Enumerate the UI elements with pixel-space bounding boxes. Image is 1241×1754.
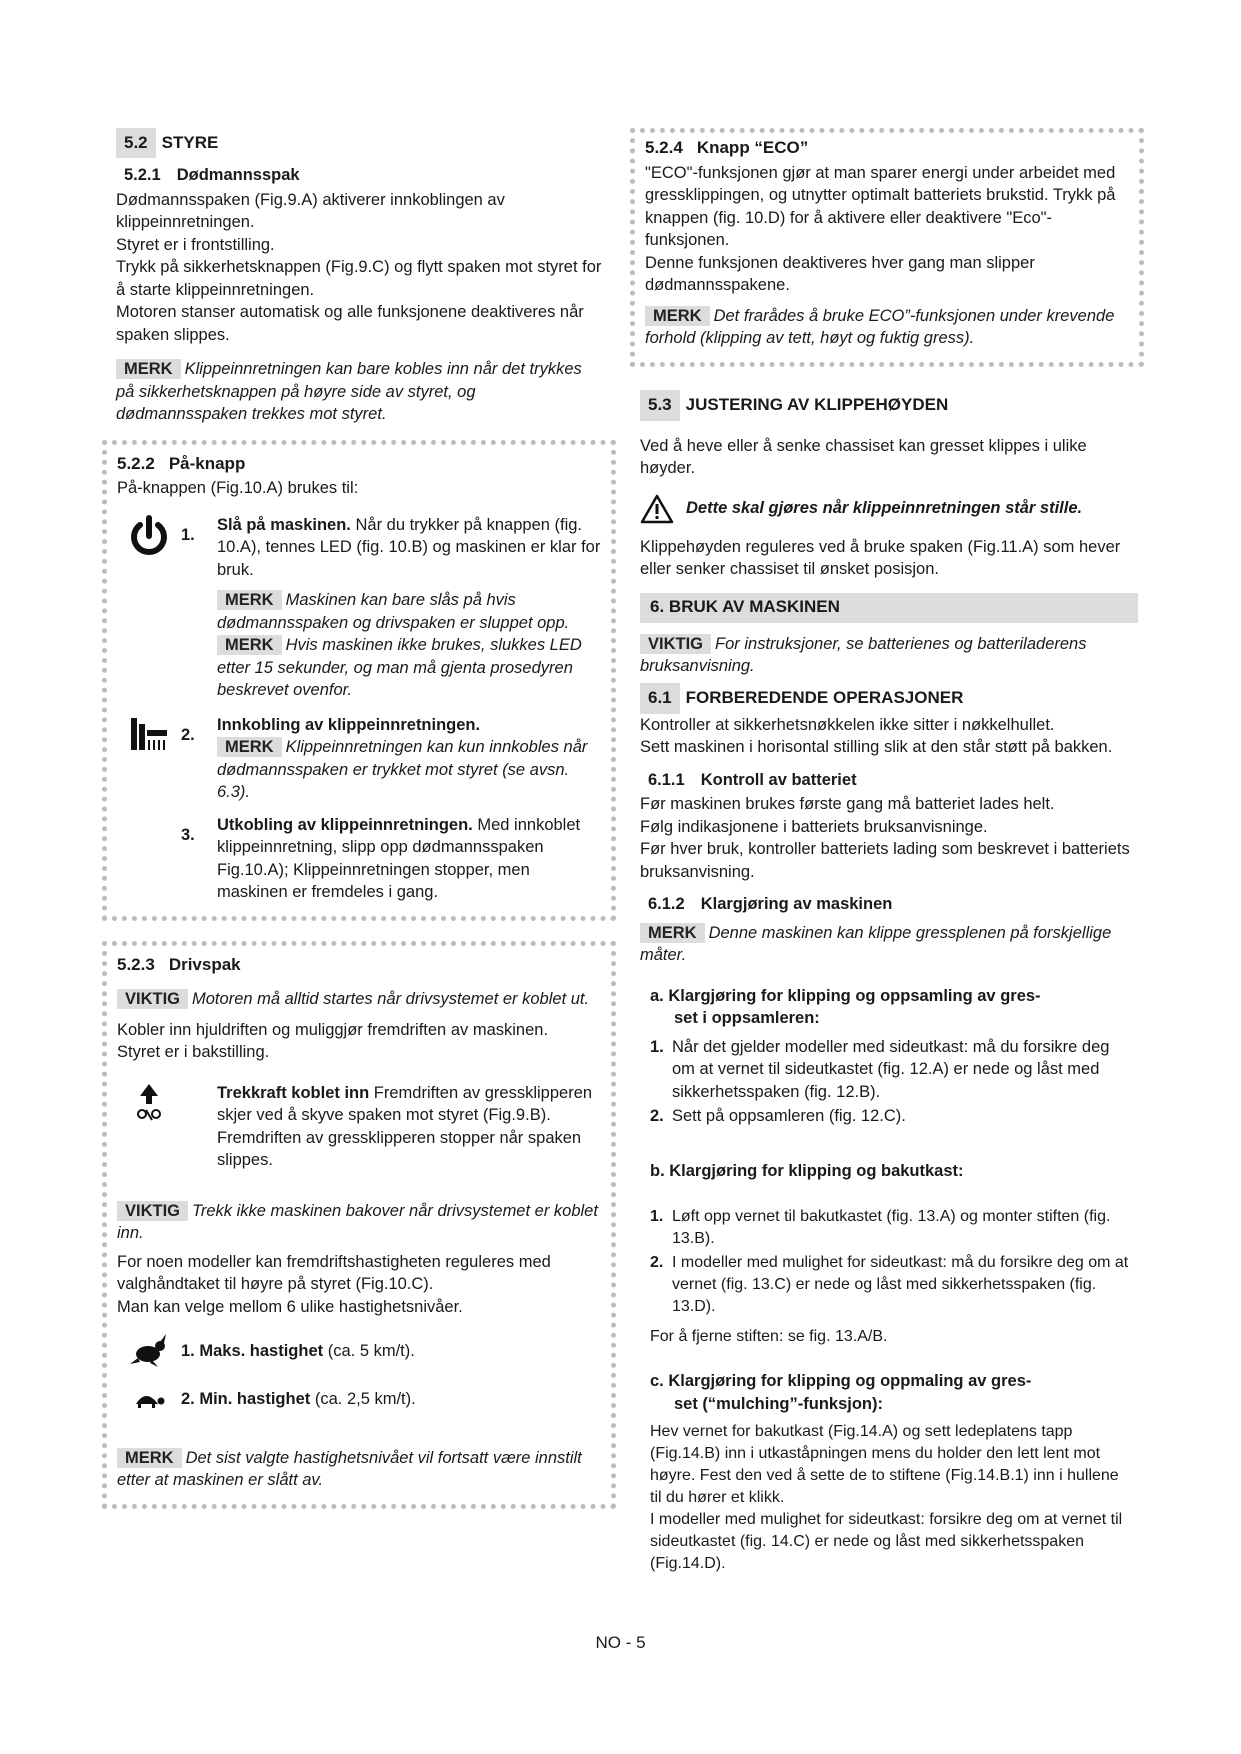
list-a <box>650 1036 1130 1128</box>
section-5-2-3-heading: 5.2.3 Drivspak <box>117 954 241 974</box>
section-number: 5.2 <box>116 128 156 159</box>
power-icon <box>117 514 181 582</box>
paragraph: Før hver bruk, kontroller batteriets lading som beskrevet i batteriets bruksanvisning. <box>640 840 1130 881</box>
warning: Dette skal gjøres når klippeinnretningen står stille. <box>640 494 1130 524</box>
list-item: 1. Slå på maskinen. Når du trykker på knappen (fig. 10.A), tennes LED (fig. 10.B) og maskinen er klar for bruk. <box>117 514 601 582</box>
note-viktig: VIKTIG Motoren må alltid startes når drivsystemet er koblet ut. <box>117 988 601 1011</box>
speed-item: 1. Maks. hastighet (ca. 5 km/t). <box>117 1334 601 1368</box>
paragraph: Ved å heve eller å senke chassiset kan gresset klippes i ulike høyder. <box>640 436 1087 477</box>
list-item: 1. Når det gjelder modeller med sideutkast: må du forsikre deg om at vernet til sideutkastet (fig. 12.A) er nede og låst med sikkerhetsspaken (fig. 12.B). <box>650 1037 1110 1101</box>
subsection-a-heading: a. Klargjøring for klipping og oppsamling av gres- set i oppsamleren: <box>650 986 1041 1027</box>
paragraph: I modeller med mulighet for sideutkast: forsikre deg om at vernet til sideutkastet (fig. 14.C) er nede og låst med sikkerhetsspaken (Fig.14.D). <box>650 1511 1123 1572</box>
paragraph: Kontroller at sikkerhetsnøkkelen ikke sitter i nøkkelhullet. <box>640 715 1055 734</box>
paragraph: Klippehøyden reguleres ved å bruke spaken (Fig.11.A) som hever eller senker chassiset til ønsket posisjon. <box>640 537 1121 578</box>
left-column <box>116 128 602 1509</box>
section-5-2-2-heading: 5.2.2 På-knapp <box>117 453 246 473</box>
paragraph: Denne funksjonen deaktiveres hver gang man slipper dødmannsspakene. <box>645 253 1035 294</box>
note-merk: MERK Denne maskinen kan klippe gressplenen på forskjellige måter. <box>640 923 1112 964</box>
paragraph: For å fjerne stiften: se fig. 13.A/B. <box>650 1328 888 1345</box>
section-title: STYRE <box>161 132 219 152</box>
note-merk: MERK Hvis maskinen ikke brukes, slukkes LED etter 15 sekunder, og man må gjenta prosedyren beskrevet ovenfor. <box>217 636 582 699</box>
note-merk: MERK Det sist valgte hastighetsnivået vil fortsatt være innstilt etter at maskinen er slått av. <box>117 1448 582 1489</box>
list-b <box>650 1206 1130 1318</box>
paragraph: Sett maskinen i horisontal stilling slik at den står støtt på bakken. <box>640 738 1113 756</box>
paragraph: Dødmannsspaken (Fig.9.A) aktiverer innkoblingen av klippeinnretningen. <box>116 190 505 231</box>
subsection-c-heading: c. Klargjøring for klipping og oppmaling av gres- set (“mulching”-funksjon): <box>650 1372 1032 1413</box>
section-6-1-2-heading: 6.1.2 Klargjøring av maskinen <box>648 895 893 913</box>
speed-item: 2. Min. hastighet (ca. 2,5 km/t). <box>117 1388 601 1411</box>
paragraph: Man kan velge mellom 6 ulike hastighetsnivåer. <box>117 1297 463 1316</box>
note-merk: MERK Det frarådes å bruke ECO”-funksjonen under krevende forhold (klipping av tett, høyt og fuktig gress). <box>645 306 1115 347</box>
paragraph: På-knappen (Fig.10.A) brukes til: <box>117 479 359 497</box>
box-5-2-3 <box>102 941 616 1509</box>
section-5-2-heading <box>116 128 602 158</box>
turtle-icon <box>117 1388 181 1410</box>
page-number: NO - 5 <box>595 1633 646 1652</box>
box-5-2-4 <box>630 128 1144 367</box>
note-merk: MERK Klippeinnretningen kan bare kobles inn når det trykkes på sikkerhetsknappen på høyre side av styret, og dødmannsspaken trekkes mot styret. <box>116 360 582 423</box>
note-viktig: VIKTIG Trekk ikke maskinen bakover når drivsystemet er koblet inn. <box>117 1201 598 1242</box>
section-5-3-heading: 5.3 JUSTERING AV KLIPPEHØYDEN <box>640 391 1130 421</box>
blade-engage-icon <box>117 714 181 804</box>
note-viktig: VIKTIG For instruksjoner, se batterienes og batteriladerens bruksanvisning. <box>640 634 1087 675</box>
section-6-1-heading: 6.1 FORBEREDENDE OPERASJONER <box>640 684 1130 714</box>
note-merk: MERK Maskinen kan bare slås på hvis dødmannsspaken og drivspaken er sluppet opp. <box>217 591 570 632</box>
subsection-b-heading: b. Klargjøring for klipping og bakutkast: <box>650 1161 964 1180</box>
note-merk: MERK Klippeinnretningen kan kun innkobles når dødmannsspaken er trykket mot styret (se avsn. 6.3). <box>217 738 588 801</box>
paragraph: Følg indikasjonene i batteriets bruksanvisninge. <box>640 817 988 836</box>
list-item: 2. I modeller med mulighet for sideutkast: må du forsikre deg om at vernet (fig. 13.C) er nede og låst med sikkerhetsspaken (fig. 13.D). <box>650 1254 1129 1315</box>
traction-icon <box>117 1082 181 1172</box>
paragraph: For noen modeller kan fremdriftshastigheten reguleres med valghåndtaket til høyre på styret (Fig.10.C). <box>117 1252 551 1293</box>
paragraph: Styret er i frontstilling. <box>116 235 275 254</box>
paragraph: Motoren stanser automatisk og alle funksjonene deaktiveres når spaken slippes. <box>116 303 584 344</box>
paragraph: Styret er i bakstilling. <box>117 1043 270 1061</box>
list-item: 2. Sett på oppsamleren (fig. 12.C). <box>650 1107 906 1125</box>
warning-triangle-icon <box>640 494 674 524</box>
paragraph: Før maskinen brukes første gang må batteriet lades helt. <box>640 795 1055 813</box>
section-5-2-4-heading: 5.2.4 Knapp “ECO” <box>645 138 809 157</box>
list-item: 3. Utkobling av klippeinnretningen. Med innkoblet klippeinnretning, slipp opp dødmannsspaken Fig.10.A); Klippeinnretningen stopper, men maskinen er fremdeles i gang. <box>181 815 581 901</box>
paragraph: Hev vernet for bakutkast (Fig.14.A) og sett ledeplatens tapp (Fig.14.B) inn i utkaståpningen mens du holder den lett lent mot høyre. Fest den ved å sette de to stiftene (Fig.14.B.1) inn i hullene til du hører et klikk. <box>650 1423 1119 1506</box>
right-column <box>640 128 1130 1575</box>
section-6-heading: 6. BRUK AV MASKINEN <box>640 593 1138 623</box>
section-6-1-1-heading: 6.1.1 Kontroll av batteriet <box>648 770 857 789</box>
paragraph: Kobler inn hjuldriften og muliggjør fremdriften av maskinen. <box>117 1020 549 1039</box>
hare-icon <box>117 1334 181 1368</box>
paragraph: "ECO"-funksjonen gjør at man sparer energi under arbeidet med gressklippingen, og utnytter optimalt batteriets brukstid. Trykk på knappen (fig. 10.D) for å aktivere eller deaktivere "Eco"-funksjonen. <box>645 163 1116 249</box>
list-item: Trekkraft koblet inn Fremdriften av gressklipperen skjer ved å skyve spaken mot styret (Fig.9.B). Fremdriften av gressklipperen stopper når spaken slippes. <box>117 1082 601 1172</box>
box-5-2-2 <box>102 440 616 921</box>
section-5-2-1-heading: 5.2.1 Dødmannsspak <box>124 166 300 184</box>
list-item: 2. Innkobling av klippeinnretningen. MERK Klippeinnretningen kan kun innkobles når dødmannsspaken er trykket mot styret (se avsn. 6.3). <box>117 714 601 804</box>
list-item: 1. Løft opp vernet til bakutkastet (fig. 13.A) og monter stiften (fig. 13.B). <box>650 1208 1111 1247</box>
paragraph: Trykk på sikkerhetsknappen (Fig.9.C) og flytt spaken mot styret for å starte klippeinnretningen. <box>116 258 602 299</box>
